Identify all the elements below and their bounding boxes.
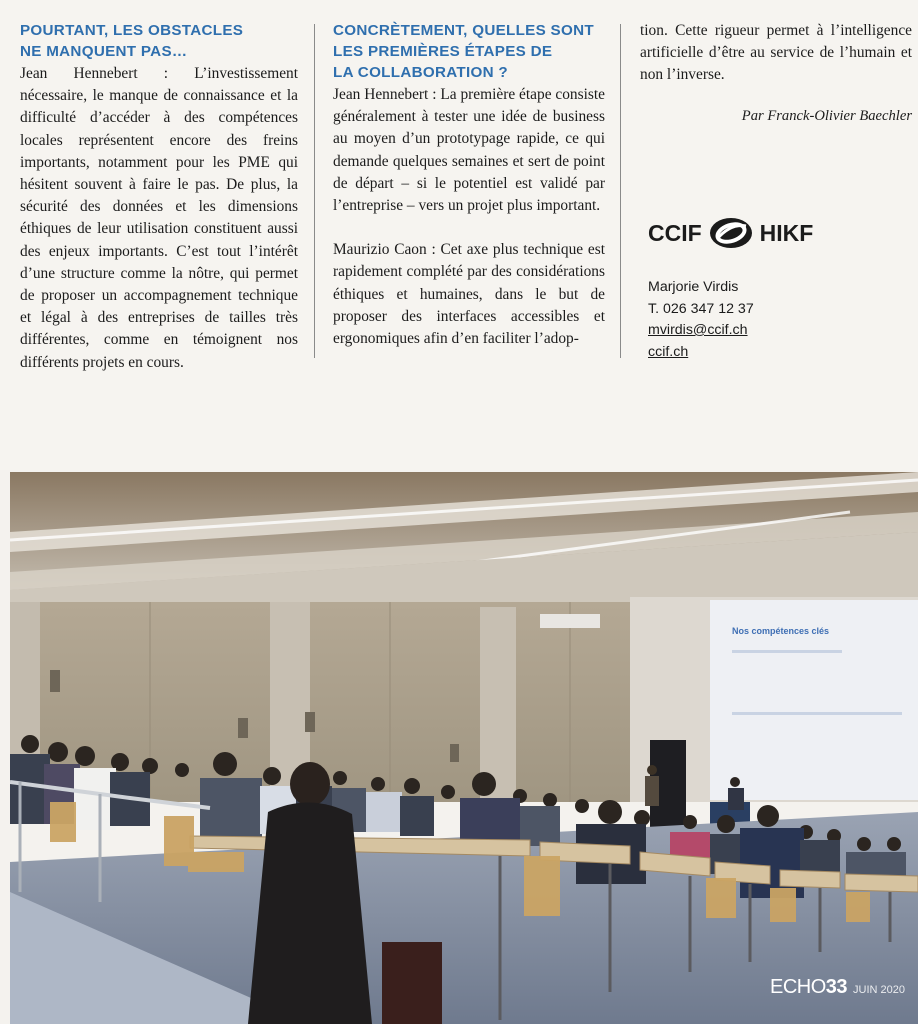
ccif-emblem-icon: [708, 215, 754, 251]
logo-text-left: CCIF: [648, 219, 702, 246]
ccif-hikf-logo: [648, 215, 813, 251]
paragraph-obstacles: Jean Hennebert : L’investissement nécessaire, le manque de connaissance et la difficulté d’accéder à des compétences locales représentent encore des freins importants, notamment pour les PME qui hésitent souvent à faire le pas. De plus, la sécurité des données et les dimensions éthiques de leur utilisation constituent aussi des enjeux importants. C’est tout l’intérêt d’une structure comme la nôtre, qui permet de proposer un accompagnement technique et légal à des entreprises de tailles très différentes, comme en témoignent nos différents projets en cours.: [20, 65, 298, 371]
section-heading-steps: CONCRÈTEMENT, QUELLES SONT LES PREMIÈRES ÉTAPES DE LA COLLABORATION ?: [333, 22, 594, 81]
contact-block: [648, 277, 754, 363]
contact-website-link[interactable]: ccif.ch: [648, 343, 689, 360]
logo-text-right: HIKF: [759, 219, 814, 246]
publication-name: ECHO33: [770, 976, 848, 998]
article-column-2: [333, 20, 605, 350]
contact-phone: T. 026 347 12 37: [648, 300, 754, 317]
contact-name: Marjorie Virdis: [648, 279, 739, 295]
article-column-3: [640, 20, 912, 127]
column-divider: [620, 24, 621, 358]
contact-email-link[interactable]: mvirdis@ccif.ch: [648, 322, 748, 338]
column-divider: [314, 24, 315, 358]
section-heading-obstacles: POURTANT, LES OBSTACLES NE MANQUENT PAS…: [20, 22, 244, 60]
conference-scene-illustration: [10, 472, 918, 1024]
paragraph-conclusion: tion. Cette rigueur permet à l’intelligence artificielle d’être au service de l’humain et non l’inverse.: [640, 22, 912, 84]
author-signature: Par Franck-Olivier Baechler: [741, 107, 912, 124]
paragraph-first-step: Jean Hennebert : La première étape consiste généralement à tester une idée de business au moyen d’un prototypage rapide, ce qui demande quelques semaines et sert de point de départ – si le potentiel est validé par l’entreprise – vers un projet plus important.: [333, 86, 605, 215]
issue-date: JUIN 2020: [853, 984, 906, 996]
page-footer: [770, 976, 905, 999]
article-column-1: [20, 20, 298, 374]
screen-title-text: Nos compétences clés: [732, 626, 830, 636]
auditorium-photo: [10, 472, 918, 1024]
paragraph-technical-axis: Maurizio Caon : Cet axe plus technique est rapidement complété par des considérations éthiques et humaines, dans le but de proposer des interfaces accessibles et ergonomiques afin d’en faciliter l’adop-: [333, 241, 605, 348]
